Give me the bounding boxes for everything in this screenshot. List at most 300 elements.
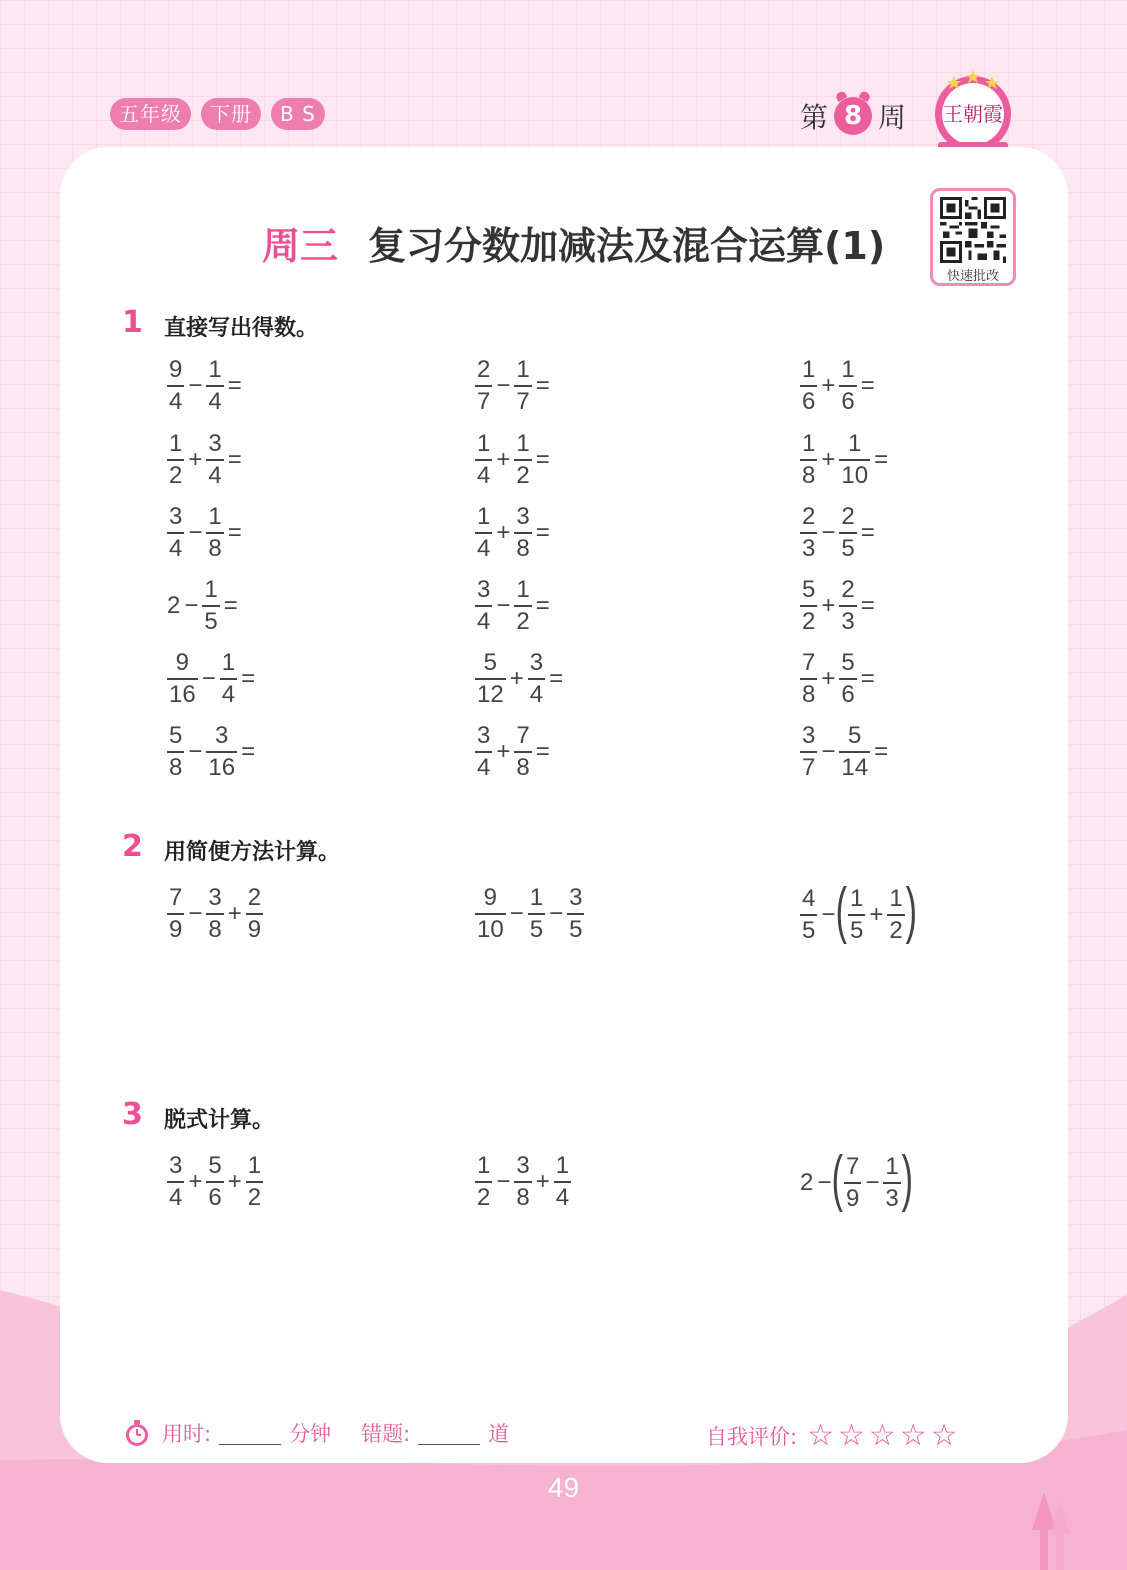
fraction-bar [206,1181,223,1183]
time-label: 用时: [162,1422,212,1446]
numerator: 9 [483,884,498,911]
fraction-bar [206,385,223,387]
week-number: 8 [834,97,872,135]
denominator: 4 [477,607,491,635]
denominator: 4 [477,753,491,781]
fraction [514,356,531,416]
numerator: 1 [477,1152,491,1179]
denominator: 6 [841,680,855,708]
denominator: 6 [208,1183,222,1211]
expression-1-4-1 [165,576,240,636]
denominator: 6 [802,387,816,415]
parenthesis: ) [901,1144,913,1213]
denominator: 4 [208,461,222,489]
expression-1-6-3 [798,722,890,782]
operator: = [860,591,875,619]
section-3-title: 脱式计算。 [164,1108,275,1133]
qr-label: 快速批改 [946,269,999,284]
operator: = [227,518,242,546]
rating-stars[interactable]: ☆☆☆☆☆ [807,1418,962,1453]
expression-2-1-2 [473,884,586,944]
fraction [839,576,856,636]
numerator: 1 [850,885,864,913]
denominator: 5 [802,916,816,944]
operator: = [860,518,875,546]
fraction [167,649,198,709]
expression-1-3-2 [473,503,552,563]
fraction-bar [800,751,817,753]
expression-1-4-3 [798,576,877,636]
operator: + [227,899,242,927]
fraction-bar [514,605,531,607]
fraction [475,1152,492,1212]
expression-1-1-3 [798,356,877,416]
numerator: 1 [208,503,222,530]
denominator: 5 [529,915,544,943]
fraction [167,1152,184,1212]
qr-code-icon [939,197,1007,263]
denominator: 2 [169,461,183,489]
brand-text: 王朝霞 [943,102,1003,126]
errors-label: 错题: [361,1422,411,1446]
self-evaluation [706,1418,962,1453]
fraction-bar [800,914,817,916]
numerator: 9 [175,649,190,676]
time-record [122,1418,509,1448]
denominator: 8 [516,753,530,781]
fraction-bar [475,913,506,915]
numerator: 3 [208,430,222,457]
denominator: 7 [516,387,530,415]
fraction-bar [475,678,506,680]
denominator: 8 [208,915,222,943]
expression-1-5-2 [473,649,565,709]
week-prefix: 第 [800,101,829,134]
denominator: 5 [850,916,864,944]
expression-1-6-2 [473,722,552,782]
denominator: 16 [169,680,196,708]
fraction [475,649,506,709]
denominator: 4 [208,387,222,415]
numerator: 4 [802,885,816,913]
operator: − [201,664,216,692]
edition-tag: B S [271,98,325,130]
minutes-label: 分钟 [289,1422,332,1446]
volume-tag: 下册 [201,98,261,130]
denominator: 2 [516,461,530,489]
fraction [475,576,492,636]
fraction-bar [475,385,492,387]
operator: − [817,1169,832,1196]
denominator: 16 [208,753,236,781]
fraction [528,649,545,709]
denominator: 4 [221,680,236,708]
numerator: 7 [802,649,816,676]
denominator: 3 [802,534,816,562]
fraction-bar [800,459,817,461]
fraction-bar [848,914,865,916]
denominator: 14 [841,753,869,781]
fraction-bar [475,751,492,753]
numerator: 3 [529,649,544,676]
fraction [839,649,856,709]
parenthesis: ( [836,876,848,945]
operator: = [227,445,242,473]
operator: − [865,1169,880,1196]
fraction-bar [839,605,856,607]
operator: + [496,737,511,765]
fraction [206,430,223,490]
fraction [567,884,584,944]
expression-1-2-2 [473,430,552,490]
fraction [220,649,237,709]
numerator: 2 [247,884,262,911]
operator: = [241,737,256,765]
numerator: 9 [169,356,183,383]
section-1-number: 1 [122,305,143,340]
fraction-bar [475,532,492,534]
numerator: 3 [169,1152,183,1179]
fraction-bar [206,532,223,534]
numerator: 1 [848,430,862,457]
fraction [167,430,184,490]
expression-1-4-2 [473,576,552,636]
denominator: 6 [841,387,855,415]
fraction-bar [528,913,545,915]
numerator: 5 [208,1152,222,1179]
fraction-bar [475,605,492,607]
week-suffix: 周 [878,101,907,134]
operator: = [535,445,550,473]
fraction-bar [167,751,184,753]
self-eval-label: 自我评价: [706,1424,798,1449]
section-2-number: 2 [122,829,143,864]
denominator: 8 [802,461,816,489]
operator: = [860,664,875,692]
numerator: 1 [169,430,183,457]
operator: = [535,371,550,399]
operator: + [821,445,836,473]
expression-3-1-3 [798,1144,913,1214]
fraction-bar [167,532,184,534]
fraction [167,356,184,416]
denominator: 5 [569,915,583,943]
fraction [844,1153,861,1213]
fraction-bar [514,1181,531,1183]
denominator: 4 [477,461,491,489]
denominator: 4 [555,1183,570,1211]
operator: = [241,664,256,692]
numerator: 1 [477,430,491,457]
operator: = [535,591,550,619]
fraction [800,722,817,782]
denominator: 3 [885,1184,899,1212]
numerator: 1 [516,430,530,457]
fraction-bar [220,678,237,680]
numerator: 3 [477,722,491,749]
operator: − [821,737,836,765]
operator: = [535,518,550,546]
fraction [848,885,865,945]
numerator: 3 [208,884,222,911]
errors-blank[interactable] [418,1421,480,1445]
denominator: 8 [516,534,530,562]
operator: + [535,1167,550,1195]
denominator: 2 [247,1183,262,1211]
denominator: 9 [846,1184,860,1212]
expression-3-1-1 [165,1152,265,1212]
denominator: 10 [841,461,869,489]
fraction-bar [206,913,223,915]
fraction [246,1152,263,1212]
operator: − [821,901,836,928]
fraction [514,430,531,490]
operator: − [549,899,564,927]
fraction [554,1152,571,1212]
numerator: 3 [802,722,816,749]
fraction-bar [206,751,237,753]
expression-1-5-1 [165,649,257,709]
fraction-bar [839,751,870,753]
operator: = [227,371,242,399]
worksheet-card [60,147,1068,1463]
numerator: 1 [889,885,903,913]
operator: + [188,1167,203,1195]
operator: = [874,737,889,765]
denominator: 8 [169,753,183,781]
operator: = [860,371,875,399]
grade-tags [110,98,325,130]
fraction-bar [528,678,545,680]
operator: + [869,901,884,928]
fraction [206,1152,223,1212]
operator: − [496,591,511,619]
fraction [206,722,237,782]
fraction [514,1152,531,1212]
operator: − [496,1167,511,1195]
fraction-bar [514,459,531,461]
week-indicator [800,96,906,136]
denominator: 10 [477,915,504,943]
fraction [800,430,817,490]
numerator: 3 [215,722,229,749]
operator: − [188,899,203,927]
fraction [475,884,506,944]
expression-1-2-3 [798,430,890,490]
fraction [800,356,817,416]
fraction [883,1153,900,1213]
fraction-bar [839,532,856,534]
denominator: 2 [889,916,903,944]
numerator: 2 [802,503,816,530]
stopwatch-icon [122,1418,152,1448]
denominator: 9 [169,915,183,943]
denominator: 12 [477,680,504,708]
fraction-bar [839,459,870,461]
denominator: 2 [477,1183,491,1211]
denominator: 4 [169,387,183,415]
denominator: 5 [841,534,855,562]
fraction-bar [800,532,817,534]
operator: + [821,371,836,399]
title-main: 复习分数加减法及混合运算(1) [368,224,886,268]
fraction [839,503,856,563]
fraction-bar [514,751,531,753]
fraction [206,884,223,944]
fraction-bar [167,385,184,387]
arrows-decoration-icon [1028,1490,1078,1570]
numerator: 1 [529,884,544,911]
fraction [887,885,904,945]
parenthesis: ) [905,876,917,945]
operator: = [549,664,564,692]
operator: = [535,737,550,765]
fraction-bar [800,385,817,387]
fraction-bar [475,1181,492,1183]
numerator: 1 [885,1153,899,1181]
fraction [167,884,184,944]
fraction [206,356,223,416]
numerator: 7 [846,1153,860,1181]
operator: − [184,591,199,619]
expression-1-3-1 [165,503,244,563]
numerator: 5 [483,649,498,676]
operator: − [188,518,203,546]
number: 2 [167,591,181,619]
fraction [528,884,545,944]
expression-2-1-3 [798,876,917,946]
denominator: 2 [802,607,816,635]
numerator: 7 [169,884,183,911]
operator: + [821,591,836,619]
expression-1-2-1 [165,430,244,490]
fraction [514,576,531,636]
fraction-bar [800,678,817,680]
fraction-bar [883,1182,900,1184]
denominator: 5 [204,607,218,635]
fraction-bar [844,1182,861,1184]
operator: − [821,518,836,546]
time-blank[interactable] [219,1421,281,1445]
numerator: 1 [516,576,530,603]
fraction [475,356,492,416]
fraction-bar [167,459,184,461]
expression-1-5-3 [798,649,877,709]
numerator: 1 [802,430,816,457]
denominator: 9 [247,915,262,943]
operator: + [496,518,511,546]
numerator: 1 [555,1152,570,1179]
fraction-bar [246,1181,263,1183]
numerator: 2 [477,356,491,383]
expression-2-1-1 [165,884,265,944]
page-title [262,215,885,270]
denominator: 4 [169,1183,183,1211]
fraction [800,649,817,709]
numerator: 1 [477,503,491,530]
numerator: 1 [208,356,222,383]
fraction [800,503,817,563]
expression-1-1-1 [165,356,244,416]
numerator: 1 [204,576,218,603]
numerator: 5 [802,576,816,603]
denominator: 4 [169,534,183,562]
expression-1-3-3 [798,503,877,563]
operator: + [227,1167,242,1195]
numerator: 5 [169,722,183,749]
fraction [475,430,492,490]
numerator: 2 [841,503,855,530]
fraction [206,503,223,563]
denominator: 4 [477,534,491,562]
fraction-bar [167,913,184,915]
numerator: 5 [848,722,862,749]
numerator: 1 [221,649,236,676]
qr-code-panel[interactable] [930,188,1016,286]
fraction-bar [554,1181,571,1183]
numerator: 1 [516,356,530,383]
operator: + [821,664,836,692]
numerator: 1 [802,356,816,383]
numerator: 7 [516,722,530,749]
denominator: 3 [841,607,855,635]
fraction-bar [167,678,198,680]
operator: = [223,591,238,619]
fraction-bar [167,1181,184,1183]
page-number: 49 [547,1472,580,1503]
numerator: 3 [569,884,583,911]
fraction [800,576,817,636]
numerator: 3 [169,503,183,530]
fraction [514,503,531,563]
numerator: 3 [477,576,491,603]
denominator: 2 [516,607,530,635]
operator: + [496,445,511,473]
operator: − [188,371,203,399]
denominator: 4 [529,680,544,708]
fraction [839,430,870,490]
numerator: 1 [247,1152,262,1179]
number: 2 [800,1169,814,1196]
section-2-title: 用简便方法计算。 [164,840,341,865]
denominator: 8 [516,1183,530,1211]
fraction-bar [567,913,584,915]
numerator: 3 [516,1152,530,1179]
denominator: 7 [477,387,491,415]
fraction-bar [887,914,904,916]
numerator: 5 [841,649,855,676]
fraction-bar [839,385,856,387]
numerator: 1 [841,356,855,383]
fraction-bar [514,385,531,387]
fraction [514,722,531,782]
expression-3-1-2 [473,1152,573,1212]
operator: + [188,445,203,473]
errors-unit: 道 [488,1422,510,1446]
fraction [800,885,817,945]
expression-1-6-1 [165,722,257,782]
fraction [475,503,492,563]
fraction [839,722,870,782]
fraction-bar [475,459,492,461]
fraction-bar [246,913,263,915]
operator: = [874,445,889,473]
operator: − [188,737,203,765]
fraction [167,722,184,782]
denominator: 8 [208,534,222,562]
fraction [839,356,856,416]
fraction-bar [839,678,856,680]
